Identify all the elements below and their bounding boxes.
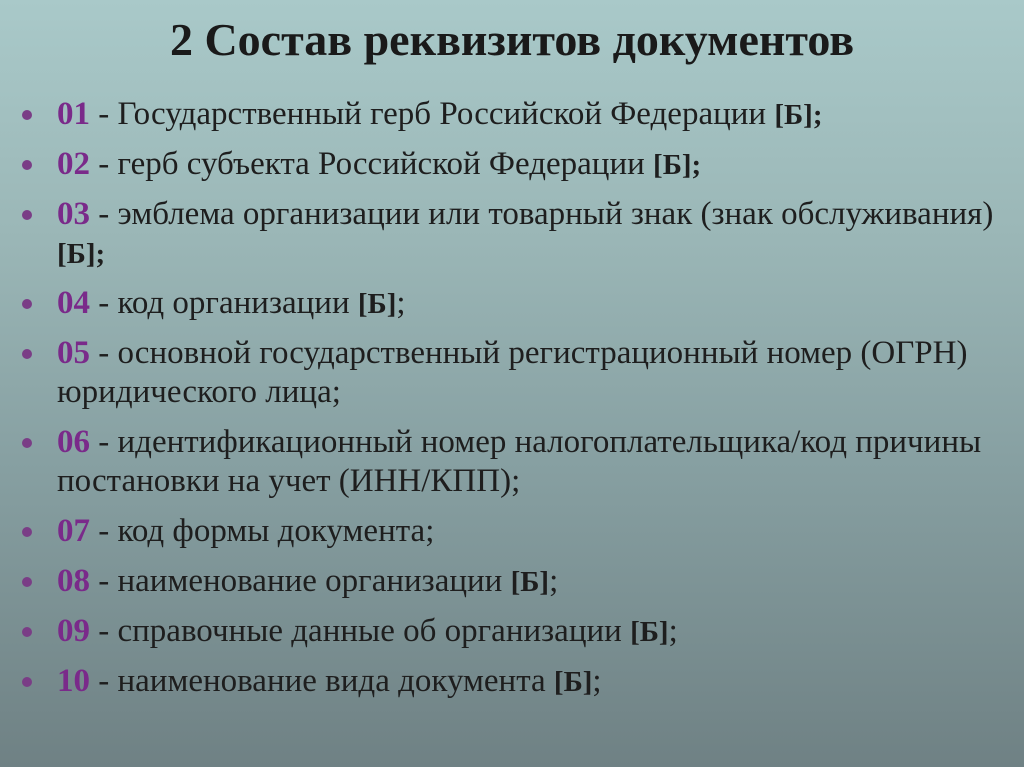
bullet-icon xyxy=(22,110,32,120)
item-text: - код организации xyxy=(90,285,358,321)
item-text: - код формы документа; xyxy=(90,513,435,549)
item-text: - эмблема организации или товарный знак (знак обслуживания) xyxy=(90,196,994,232)
list-item xyxy=(22,512,1007,552)
item-text: - наименование вида документа xyxy=(90,663,554,699)
item-tail: ; xyxy=(396,285,406,321)
bullet-icon xyxy=(22,627,32,637)
bullet-icon xyxy=(22,527,32,537)
item-number: 04 xyxy=(57,285,90,321)
list-item xyxy=(22,145,1007,185)
item-number: 01 xyxy=(57,96,90,132)
item-mark: [Б]; xyxy=(653,149,702,181)
bullet-icon xyxy=(22,438,32,448)
item-number: 08 xyxy=(57,563,90,599)
item-number: 05 xyxy=(57,335,90,371)
item-mark: [Б] xyxy=(357,288,397,320)
item-mark: [Б]; xyxy=(57,238,106,270)
item-text: - основной государственный регистрационный номер (ОГРН) юридического лица; xyxy=(57,335,968,410)
item-number: 02 xyxy=(57,146,90,182)
list-item xyxy=(22,662,1007,702)
list-item xyxy=(22,612,1007,652)
bullet-icon xyxy=(22,299,32,309)
bullet-icon xyxy=(22,349,32,359)
item-text: - справочные данные об организации xyxy=(90,613,631,649)
list-item xyxy=(22,423,1007,502)
item-text: - наименование организации xyxy=(90,563,511,599)
item-number: 07 xyxy=(57,513,90,549)
item-mark: [Б] xyxy=(510,566,550,598)
bullet-icon xyxy=(22,677,32,687)
item-text: - герб субъекта Российской Федерации xyxy=(90,146,654,182)
bullet-icon xyxy=(22,210,32,220)
item-tail: ; xyxy=(592,663,602,699)
list-item xyxy=(22,95,1007,135)
bullet-icon xyxy=(22,160,32,170)
item-tail: ; xyxy=(668,613,678,649)
requisites-list xyxy=(22,95,1007,712)
slide-title: 2 Состав реквизитов документов xyxy=(169,14,855,65)
item-number: 03 xyxy=(57,196,90,232)
item-number: 09 xyxy=(57,613,90,649)
item-number: 10 xyxy=(57,663,90,699)
list-item xyxy=(22,562,1007,602)
bullet-icon xyxy=(22,577,32,587)
item-mark: [Б] xyxy=(630,616,669,648)
item-number: 06 xyxy=(57,424,90,460)
list-item xyxy=(22,284,1007,324)
list-item xyxy=(22,195,1007,274)
item-tail: ; xyxy=(549,563,559,599)
item-text: - Государственный герб Российской Федерации xyxy=(90,96,775,132)
item-mark: [Б]; xyxy=(774,99,823,131)
list-item xyxy=(22,334,1007,413)
item-text: - идентификационный номер налогоплательщика/код причины постановки на учет (ИНН/КПП); xyxy=(57,424,982,499)
item-mark: [Б] xyxy=(553,666,593,698)
